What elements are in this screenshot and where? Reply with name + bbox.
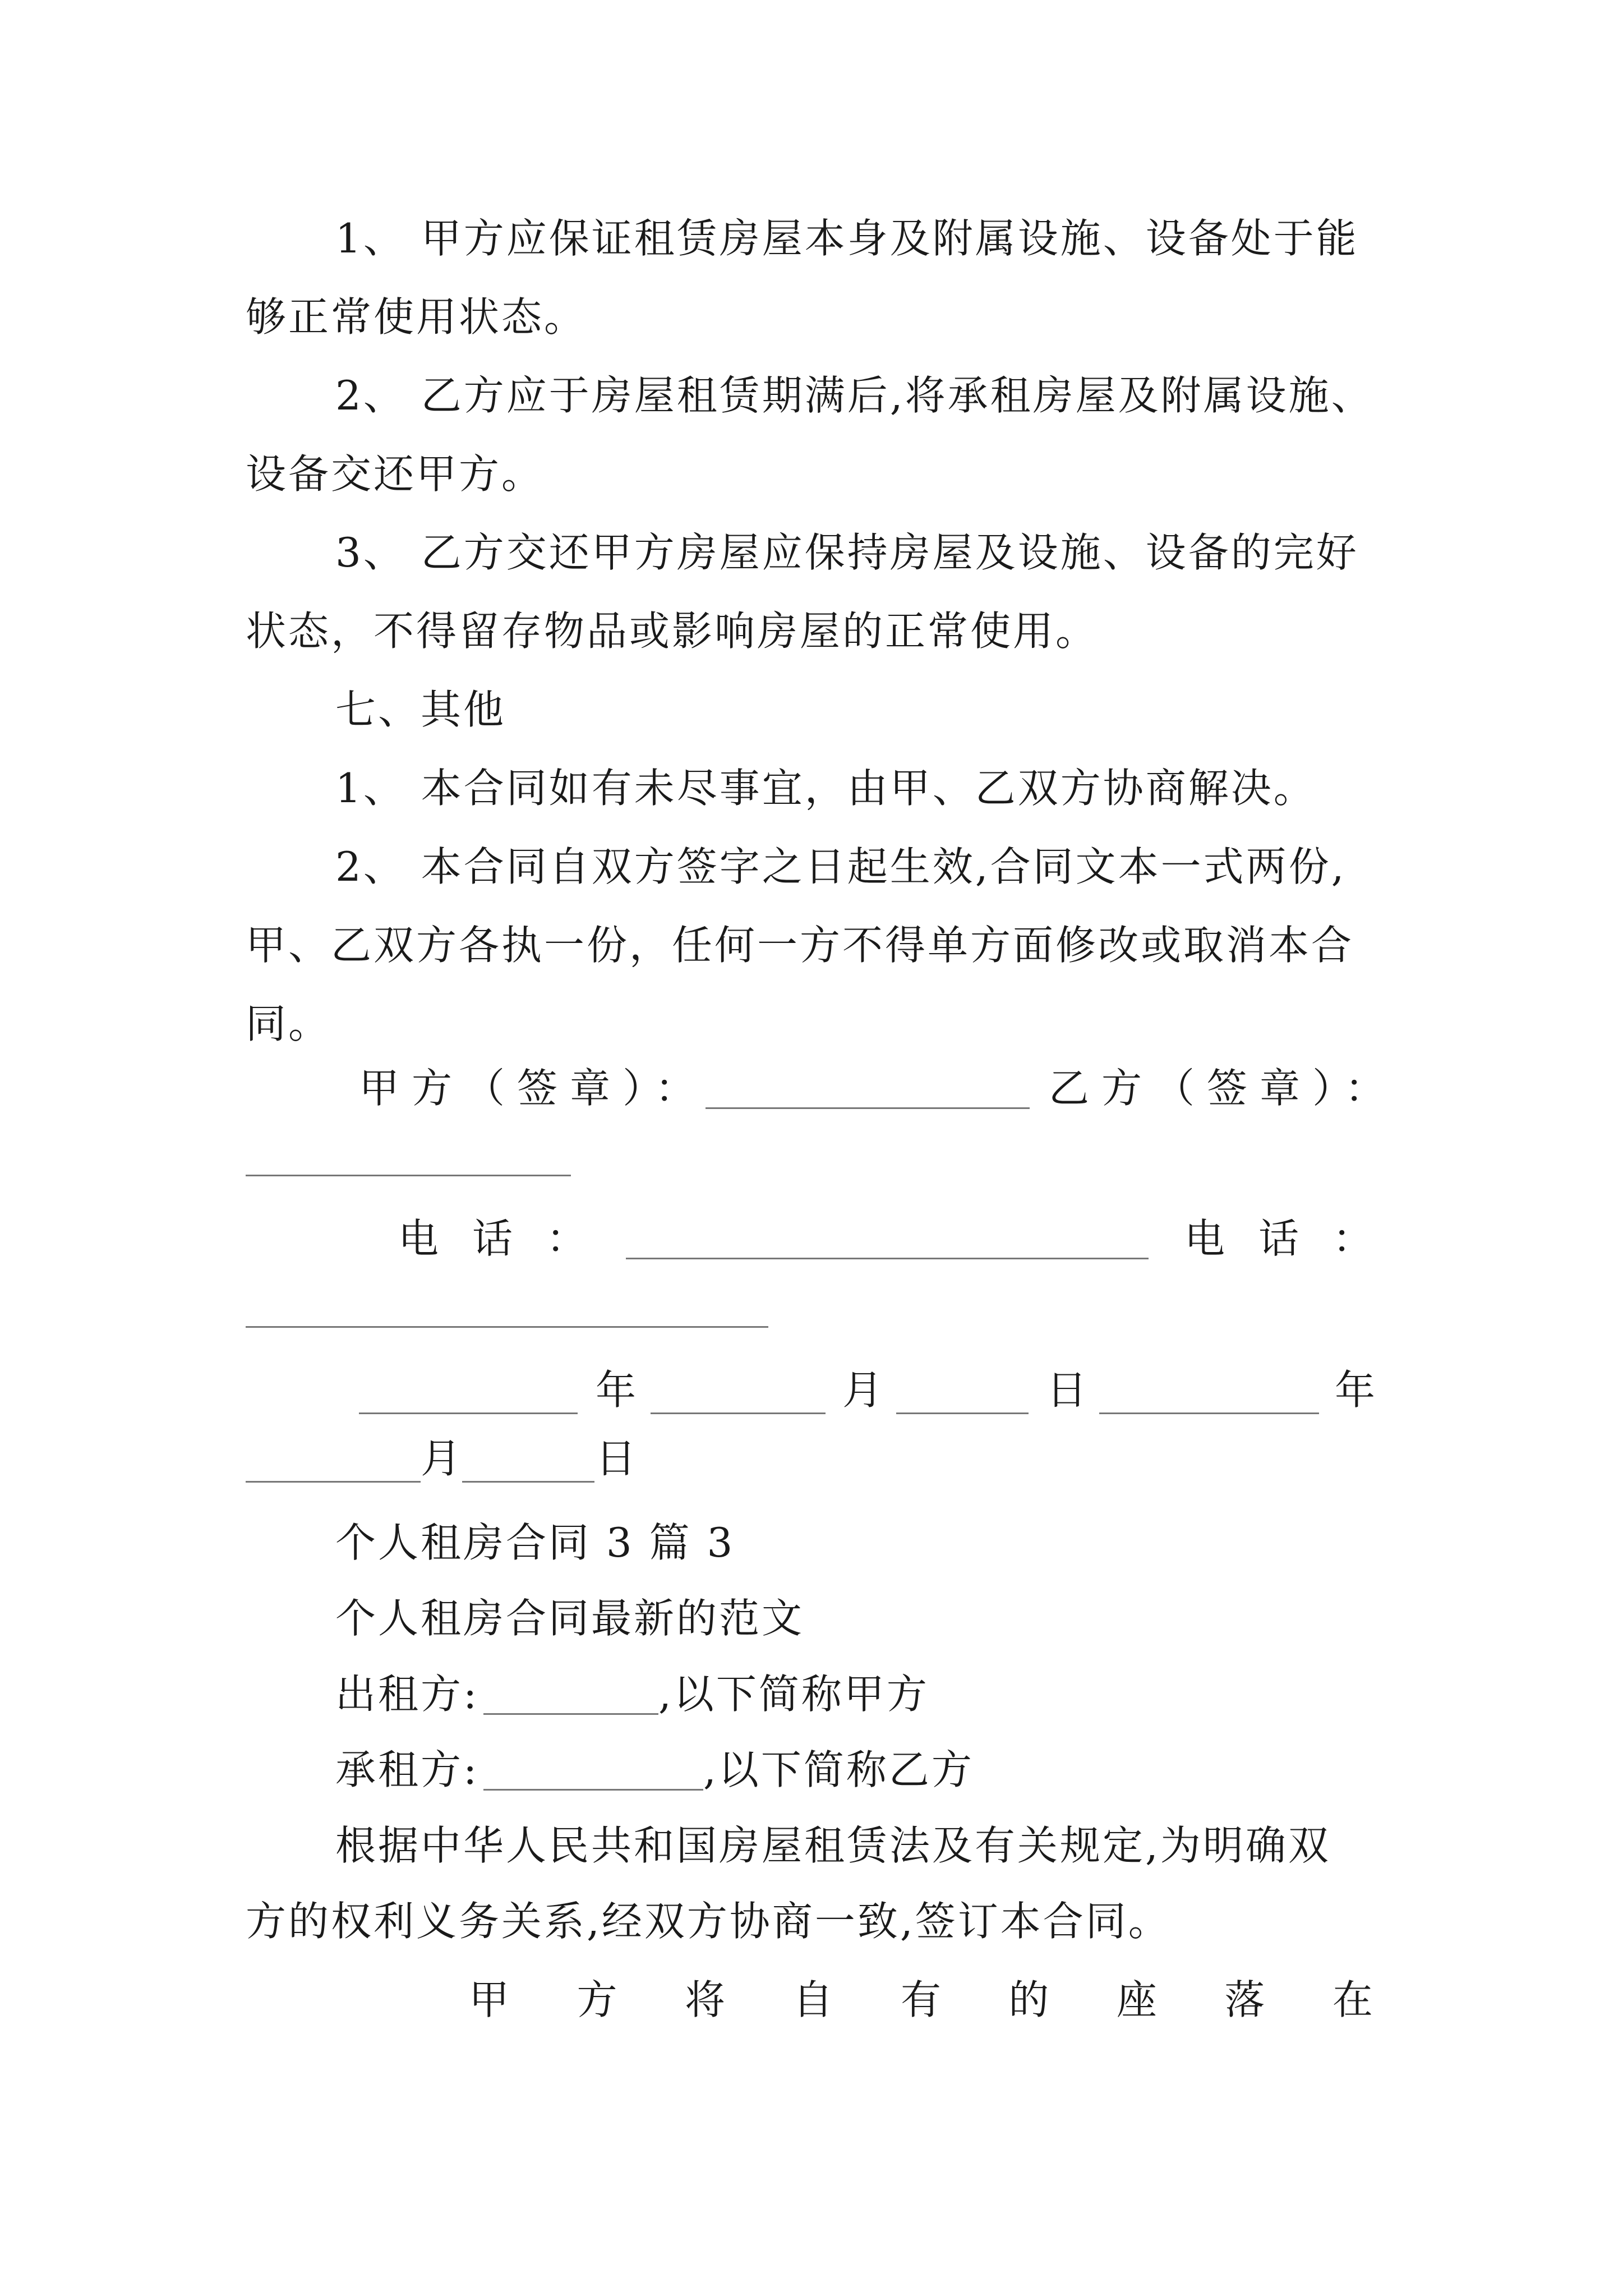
- party-a-signature-blank: [706, 1107, 1030, 1109]
- property-location-char: 有: [900, 1976, 941, 2023]
- property-location-char: 甲: [469, 1976, 510, 2023]
- date-a-year-blank: [359, 1412, 578, 1414]
- party-b-signature-label: 乙方（签章）：: [1049, 1065, 1398, 1112]
- property-location-char: 方: [577, 1976, 617, 2023]
- property-location-char: 自: [792, 1976, 833, 2023]
- date-b-month-label: 月: [421, 1435, 464, 1482]
- party-a-phone-label: 电话：: [398, 1215, 621, 1262]
- clause-7-2-line-1: 2、 本合同自双方签字之日起生效,合同文本一式两份,: [335, 843, 1347, 890]
- property-location-char: 座: [1116, 1976, 1157, 2023]
- contract-title: 个人租房合同 3 篇 3: [335, 1519, 735, 1566]
- party-a-signature-label: 甲方（签章）：: [359, 1065, 708, 1112]
- clause-3-line-2: 状态，不得留存物品或影响房屋的正常使用。: [246, 608, 1099, 655]
- clause-1-line-1: 1、 甲方应保证租赁房屋本身及附属设施、设备处于能: [335, 215, 1359, 262]
- lessor-label: 出租方:: [335, 1671, 479, 1718]
- date-b-day-label: 日: [596, 1435, 639, 1482]
- intro-line-2: 方的权利义务关系,经双方协商一致,签订本合同。: [246, 1898, 1171, 1945]
- date-a-day-label: 日: [1046, 1366, 1090, 1414]
- date-b-year-label: 年: [1335, 1366, 1378, 1414]
- property-location-char: 将: [684, 1976, 725, 2023]
- clause-3-line-1: 3、 乙方交还甲方房屋应保持房屋及设施、设备的完好: [335, 529, 1359, 576]
- date-b-month-blank: [246, 1481, 421, 1483]
- date-b-day-blank: [462, 1481, 594, 1483]
- property-location-line: [469, 1972, 1373, 2028]
- clause-7-2-line-2: 甲、乙双方各执一份，任何一方不得单方面修改或取消本合: [246, 922, 1354, 969]
- date-a-month-blank: [651, 1412, 826, 1414]
- party-b-signature-blank: [246, 1175, 571, 1176]
- party-b-phone-blank: [246, 1326, 768, 1328]
- contract-subtitle: 个人租房合同最新的范文: [335, 1595, 805, 1642]
- date-a-month-label: 月: [842, 1366, 886, 1414]
- party-b-phone-label: 电话：: [1184, 1215, 1407, 1262]
- lessor-blank: [483, 1713, 658, 1715]
- party-a-phone-blank: [626, 1258, 1149, 1259]
- property-location-char: 在: [1332, 1976, 1373, 2023]
- clause-2-line-2: 设备交还甲方。: [246, 450, 545, 498]
- date-b-year-blank: [1099, 1412, 1319, 1414]
- lessee-suffix: ,以下简称乙方: [703, 1746, 974, 1793]
- lessee-label: 承租方:: [335, 1746, 479, 1793]
- date-a-day-blank: [896, 1412, 1029, 1414]
- intro-line-1: 根据中华人民共和国房屋租赁法及有关规定,为明确双: [335, 1822, 1331, 1869]
- clause-7-2-line-3: 同。: [246, 1000, 331, 1047]
- date-a-year-label: 年: [596, 1366, 639, 1414]
- lessee-blank: [483, 1789, 703, 1791]
- section-heading: 七、其他: [335, 686, 506, 733]
- clause-1-line-2: 够正常使用状态。: [246, 293, 587, 341]
- property-location-char: 落: [1224, 1976, 1265, 2023]
- property-location-char: 的: [1008, 1976, 1049, 2023]
- clause-7-1: 1、 本合同如有未尽事宜，由甲、乙双方协商解决。: [335, 765, 1316, 812]
- lessor-suffix: ,以下简称甲方: [658, 1671, 929, 1718]
- clause-2-line-1: 2、 乙方应于房屋租赁期满后,将承租房屋及附属设施、: [335, 372, 1374, 419]
